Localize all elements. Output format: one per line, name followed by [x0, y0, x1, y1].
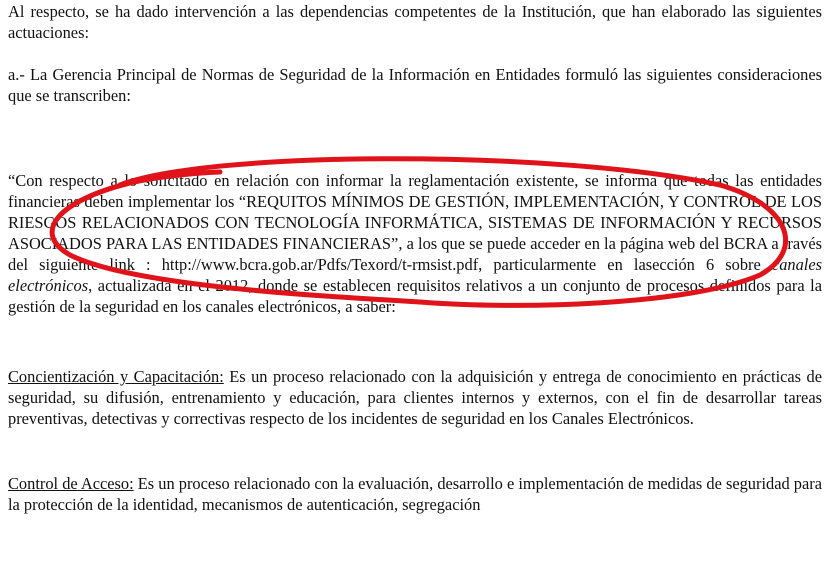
concientizacion-heading: Concientización y Capacitación:	[8, 367, 224, 386]
intro-paragraph: Al respecto, se ha dado intervención a las dependencias competentes de la Institución, que han elaborado las siguientes actuaciones:	[8, 2, 822, 42]
concientizacion-text: Es un proceso relacionado con la adquisición y entrega de conocimiento en prácticas de seguridad, su difusión, entrenamiento y educación, para clientes internos y externos, con el fin de desarrollar tareas preventivas, detectivas y correctivas respecto de los incidentes de seguridad en los Canales Electrónicos.	[8, 367, 822, 428]
control-acceso-paragraph	[8, 473, 822, 515]
control-acceso-heading: Control de Acceso:	[8, 474, 134, 493]
quote-text-part1: “Con respecto a lo solicitado en relación con informar la reglamentación existente, se informa que todas las entidades financieras deben implementar los “REQUITOS MÍNIMOS DE GESTIÓN, IMPLEMENTACIÓN, Y CONTROL DE LOS RIESGOS RELACIONADOS CON TECNOLOGÍA INFORMÁTICA, SISTEMAS DE INFORMACIÓN Y RECURSOS ASOCIADOS PARA LAS ENTIDADES FINANCIERAS”, a los que se puede acceder en la página web del BCRA a través del siguiente link : http://www.bcra.gob.ar/Pdfs/Texord/t-rmsist.pdf, particularmente en lasección 6 sobre	[8, 171, 822, 274]
quote-text-part2: , actualizada en el 2012, donde se establecen requisitos relativos a un conjunto de procesos definidos para la gestión de la seguridad en los canales electrónicos, a saber:	[8, 276, 822, 316]
control-acceso-text: Es un proceso relacionado con la evaluación, desarrollo e implementación de medidas de seguridad para la protección de la identidad, mecanismos de autenticación, segregación	[8, 474, 822, 514]
quote-italic-text: canales electrónicos	[8, 255, 822, 295]
item-a-paragraph: a.- La Gerencia Principal de Normas de Seguridad de la Información en Entidades formuló las siguientes consideraciones que se transcriben:	[8, 65, 822, 105]
quote-paragraph	[8, 170, 822, 317]
concientizacion-paragraph	[8, 366, 822, 429]
